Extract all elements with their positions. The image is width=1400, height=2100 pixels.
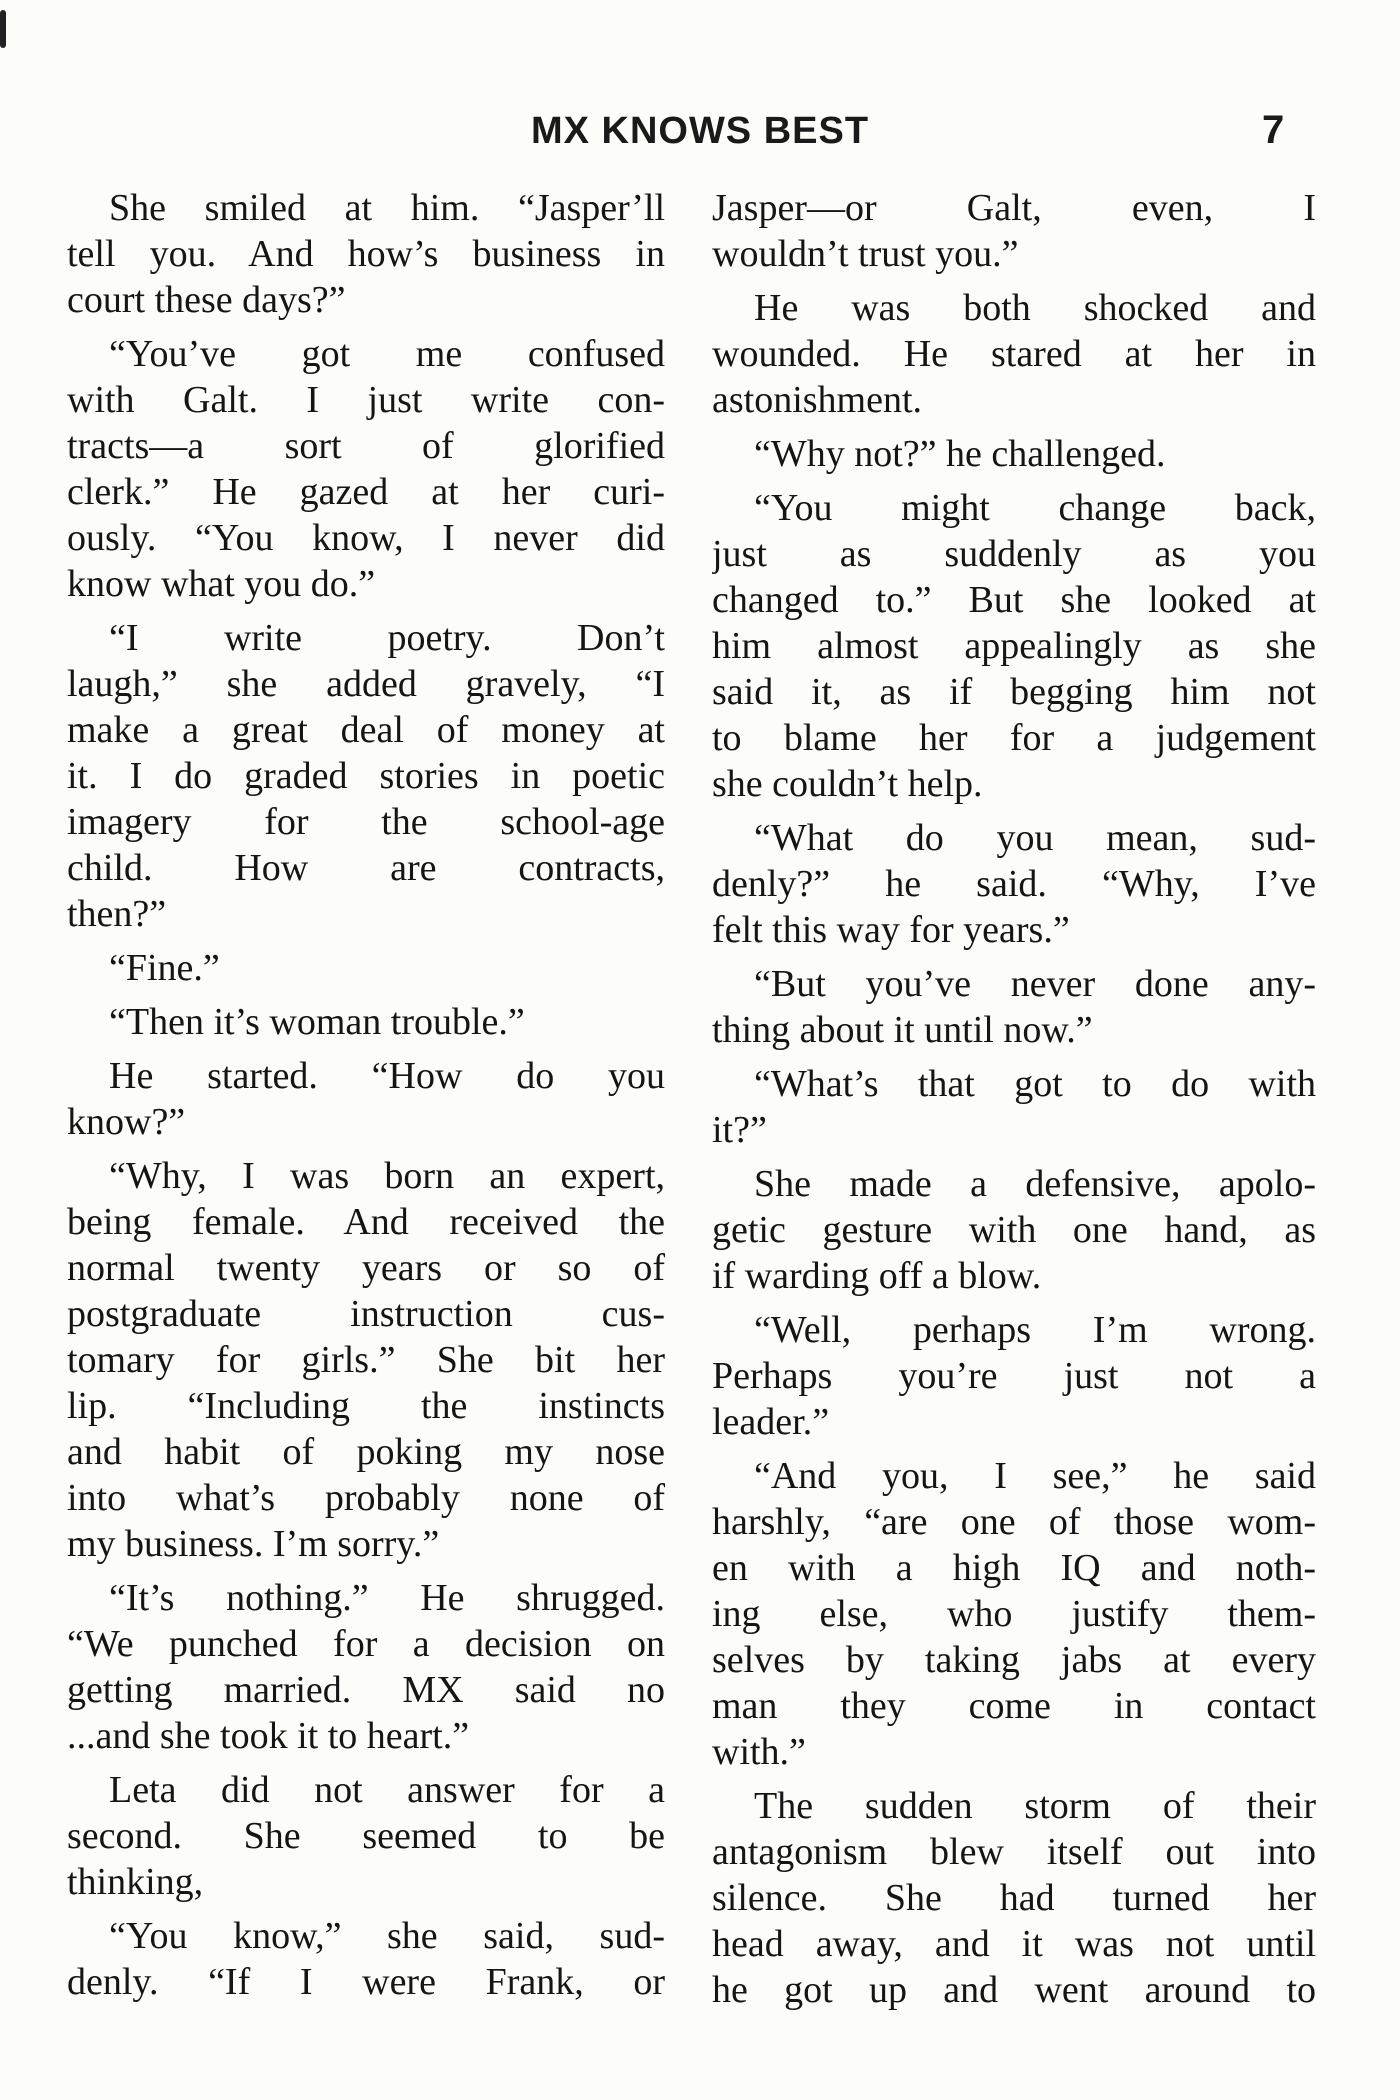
text-line: to blame her for a judgement — [712, 717, 1316, 759]
paragraph-gap — [712, 1153, 1316, 1161]
paragraph-gap — [712, 1445, 1316, 1453]
paragraph-gap — [712, 277, 1316, 285]
text-line: wounded. He stared at her in — [712, 333, 1316, 375]
text-line: ing else, who justify them- — [712, 1593, 1316, 1635]
paragraph-gap — [67, 1145, 665, 1153]
text-line: “Fine.” — [109, 947, 220, 989]
text-line: “We punched for a decision on — [67, 1623, 665, 1665]
running-header-title: MX KNOWS BEST — [530, 110, 870, 152]
left-text-column — [67, 185, 665, 2005]
text-line: “Then it’s woman trouble.” — [109, 1001, 525, 1043]
text-line: him almost appealingly as she — [712, 625, 1316, 667]
text-line: head away, and it was not until — [712, 1923, 1316, 1965]
text-line: leader.” — [712, 1401, 830, 1443]
text-line: it. I do graded stories in poetic — [67, 755, 665, 797]
text-line: The sudden storm of their — [754, 1785, 1316, 1827]
text-line: She smiled at him. “Jasper’ll — [109, 187, 665, 229]
text-line: tell you. And how’s business in — [67, 233, 665, 275]
text-line: “But you’ve never done any- — [754, 963, 1316, 1005]
text-line: laugh,” she added gravely, “I — [67, 663, 665, 705]
text-line: ously. “You know, I never did — [67, 517, 665, 559]
paragraph-gap — [712, 423, 1316, 431]
paragraph-gap — [712, 1299, 1316, 1307]
text-line: then?” — [67, 893, 167, 935]
paragraph-gap — [712, 1775, 1316, 1783]
text-line: “It’s nothing.” He shrugged. — [109, 1577, 665, 1619]
text-line: know what you do.” — [67, 563, 376, 605]
text-line: ...and she took it to heart.” — [67, 1715, 470, 1757]
text-line: with Galt. I just write con- — [67, 379, 665, 421]
text-line: selves by taking jabs at every — [712, 1639, 1316, 1681]
text-line: postgraduate instruction cus- — [67, 1293, 665, 1335]
text-line: just as suddenly as you — [712, 533, 1316, 575]
text-line: “What do you mean, sud- — [754, 817, 1316, 859]
text-line: and habit of poking my nose — [67, 1431, 665, 1473]
text-line: it?” — [712, 1109, 767, 1151]
text-line: He started. “How do you — [109, 1055, 665, 1097]
text-line: harshly, “are one of those wom- — [712, 1501, 1316, 1543]
text-line: She made a defensive, apolo- — [754, 1163, 1316, 1205]
text-line: clerk.” He gazed at her curi- — [67, 471, 665, 513]
text-line: changed to.” But she looked at — [712, 579, 1316, 621]
text-line: “Why, I was born an expert, — [109, 1155, 665, 1197]
paragraph-gap — [67, 937, 665, 945]
text-line: lip. “Including the instincts — [67, 1385, 665, 1427]
text-line: denly. “If I were Frank, or — [67, 1961, 665, 2003]
text-line: thing about it until now.” — [712, 1009, 1093, 1051]
text-line: with.” — [712, 1731, 806, 1773]
text-line: “And you, I see,” he said — [754, 1455, 1316, 1497]
text-line: wouldn’t trust you.” — [712, 233, 1019, 275]
text-line: if warding off a blow. — [712, 1255, 1042, 1297]
text-line: “Why not?” he challenged. — [754, 433, 1166, 475]
text-line: make a great deal of money at — [67, 709, 665, 751]
text-line: he got up and went around to — [712, 1969, 1316, 2011]
text-line: “You know,” she said, sud- — [109, 1915, 665, 1957]
text-line: denly?” he said. “Why, I’ve — [712, 863, 1316, 905]
text-line: man they come in contact — [712, 1685, 1316, 1727]
page-number: 7 — [1262, 108, 1285, 152]
text-line: felt this way for years.” — [712, 909, 1070, 951]
text-line: Perhaps you’re just not a — [712, 1355, 1316, 1397]
text-line: Leta did not answer for a — [109, 1769, 665, 1811]
text-line: normal twenty years or so of — [67, 1247, 665, 1289]
paragraph-gap — [67, 607, 665, 615]
right-text-column — [712, 185, 1316, 2013]
text-line: en with a high IQ and noth- — [712, 1547, 1316, 1589]
text-line: “Well, perhaps I’m wrong. — [754, 1309, 1316, 1351]
paragraph-gap — [67, 991, 665, 999]
text-line: silence. She had turned her — [712, 1877, 1316, 1919]
paragraph-gap — [67, 1567, 665, 1575]
text-line: tracts—a sort of glorified — [67, 425, 665, 467]
text-line: court these days?” — [67, 279, 346, 321]
paragraph-gap — [67, 1759, 665, 1767]
text-line: second. She seemed to be — [67, 1815, 665, 1857]
text-line: antagonism blew itself out into — [712, 1831, 1316, 1873]
text-line: He was both shocked and — [754, 287, 1316, 329]
text-line: being female. And received the — [67, 1201, 665, 1243]
paragraph-gap — [67, 323, 665, 331]
text-line: into what’s probably none of — [67, 1477, 665, 1519]
text-line: my business. I’m sorry.” — [67, 1523, 440, 1565]
text-line: “You’ve got me confused — [109, 333, 665, 375]
text-line: imagery for the school-age — [67, 801, 665, 843]
paragraph-gap — [712, 477, 1316, 485]
paragraph-gap — [712, 953, 1316, 961]
text-line: astonishment. — [712, 379, 923, 421]
paragraph-gap — [712, 1053, 1316, 1061]
page-edge-mark — [0, 10, 6, 48]
text-line: getting married. MX said no — [67, 1669, 665, 1711]
text-line: tomary for girls.” She bit her — [67, 1339, 665, 1381]
text-line: know?” — [67, 1101, 186, 1143]
text-line: “I write poetry. Don’t — [109, 617, 665, 659]
text-line: child. How are contracts, — [67, 847, 665, 889]
text-line: “What’s that got to do with — [754, 1063, 1316, 1105]
text-line: Jasper—or Galt, even, I — [712, 187, 1316, 229]
paragraph-gap — [712, 807, 1316, 815]
text-line: getic gesture with one hand, as — [712, 1209, 1316, 1251]
text-line: said it, as if begging him not — [712, 671, 1316, 713]
paragraph-gap — [67, 1045, 665, 1053]
text-line: “You might change back, — [754, 487, 1316, 529]
text-line: thinking, — [67, 1861, 204, 1903]
text-line: she couldn’t help. — [712, 763, 983, 805]
paragraph-gap — [67, 1905, 665, 1913]
